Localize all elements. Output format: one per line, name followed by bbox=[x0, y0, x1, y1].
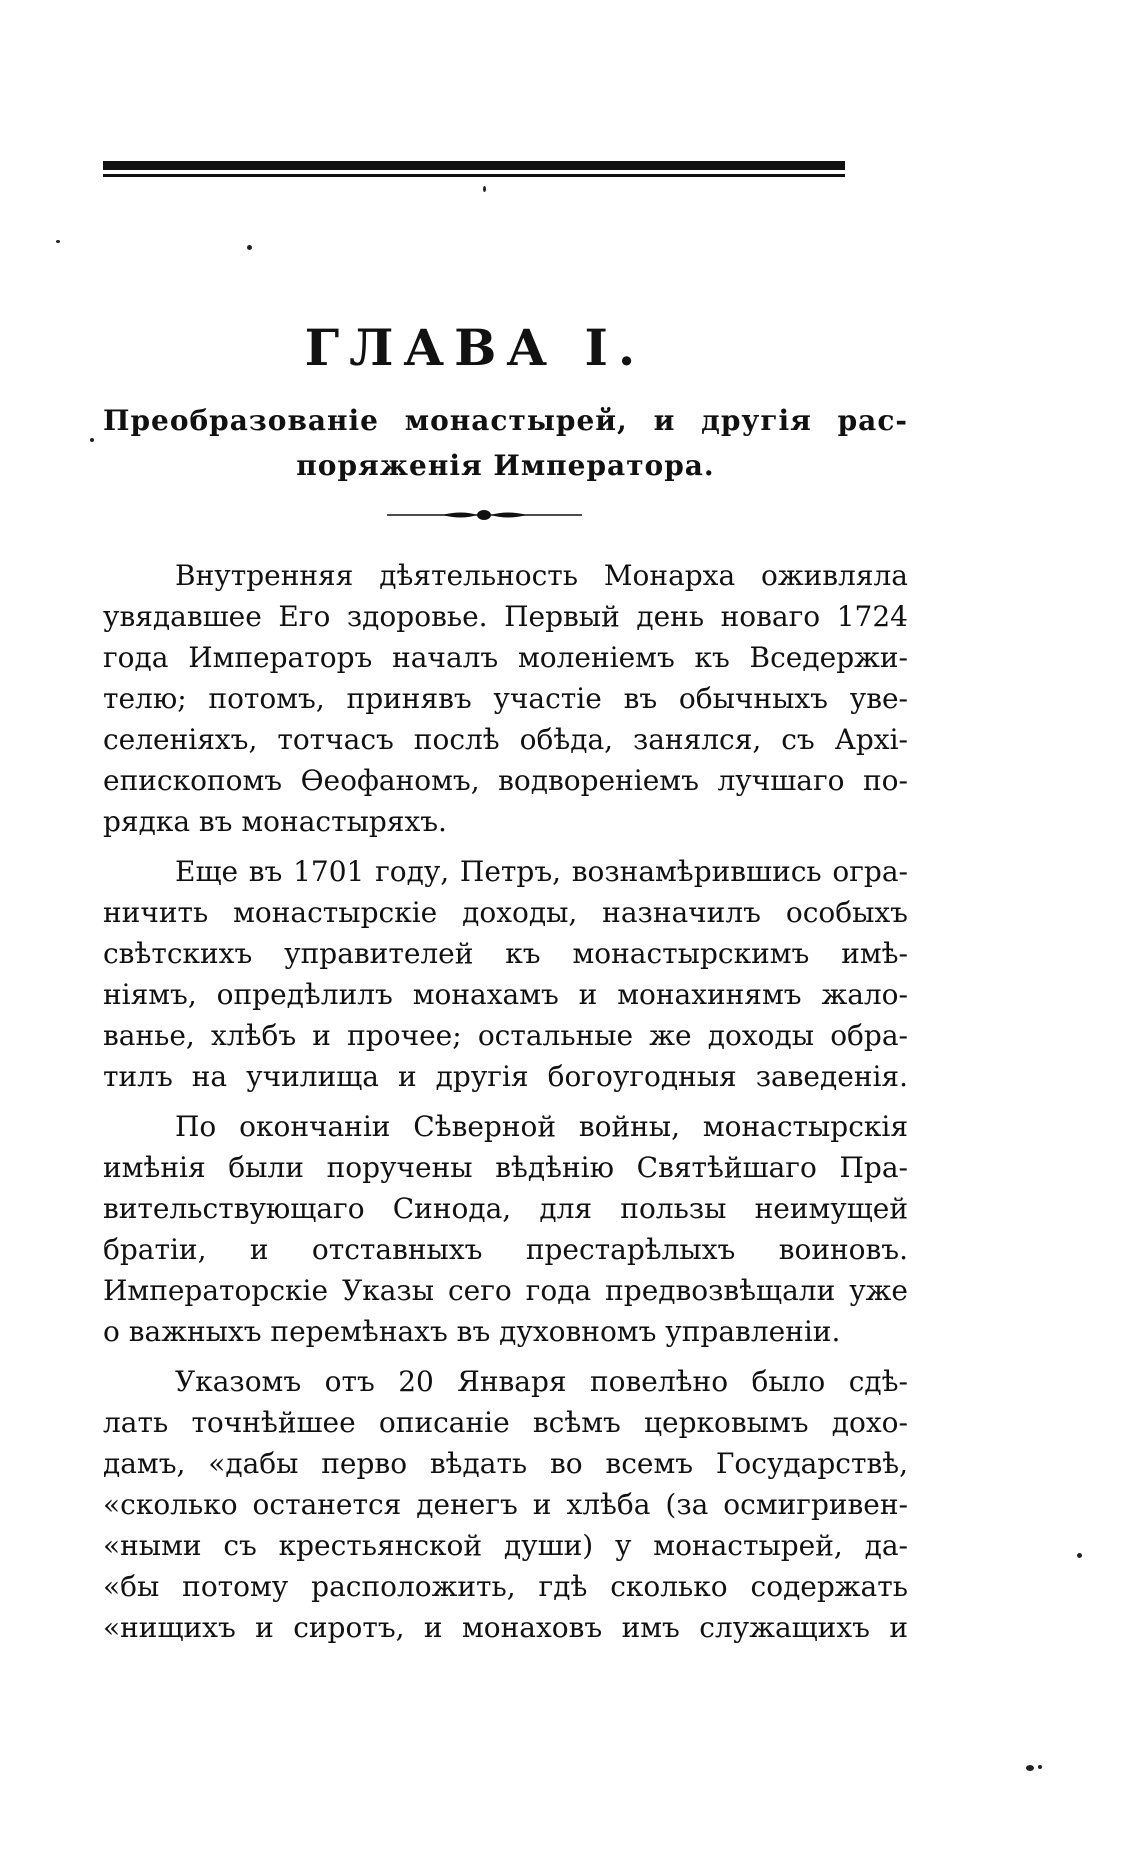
top-double-rule bbox=[103, 161, 845, 177]
paragraph bbox=[103, 1361, 908, 1648]
body-text bbox=[103, 555, 908, 1657]
text-line: тилъ на училища и другія богоугодныя заведенія. bbox=[103, 1060, 908, 1093]
speck-mark bbox=[1026, 1765, 1034, 1771]
text-line: Указомъ отъ 20 Января повелѣно было сдѣ- bbox=[175, 1365, 908, 1398]
chapter-subtitle bbox=[103, 398, 908, 488]
speck-mark bbox=[90, 438, 94, 442]
paragraph bbox=[103, 851, 908, 1097]
text-line: «ными съ крестьянской души) у монастырей, да- bbox=[103, 1529, 908, 1562]
subtitle-line: Преобразованіе монастырей, и другія рас- bbox=[103, 404, 908, 437]
text-line: Императорскіе Указы сего года предвозвѣщали уже bbox=[103, 1274, 908, 1307]
text-line: свѣтскихъ управителей къ монастырскимъ имѣ- bbox=[103, 937, 908, 970]
speck-mark bbox=[56, 240, 60, 243]
speck-mark bbox=[247, 245, 252, 250]
paragraph bbox=[103, 1106, 908, 1352]
subtitle-line: поряженія Императора. bbox=[296, 449, 715, 482]
text-line: братіи, и отставныхъ престарѣлыхъ воиновъ. bbox=[103, 1233, 908, 1266]
text-line: ванье, хлѣбъ и прочее; остальные же доходы обра- bbox=[103, 1019, 908, 1052]
text-line: имѣнія были поручены вѣдѣнію Святѣйшаго Пра- bbox=[103, 1151, 908, 1184]
text-line: «сколько останется денегъ и хлѣба (за осмигривен- bbox=[103, 1488, 908, 1521]
text-line: увядавшее Его здоровье. Первый день новаго 1724 bbox=[103, 600, 908, 633]
text-line: «бы потому расположить, гдѣ сколько содержать bbox=[103, 1570, 908, 1603]
speck-mark bbox=[483, 186, 486, 192]
text-line: селеніяхъ, тотчасъ послѣ обѣда, занялся, съ Архі- bbox=[103, 723, 908, 756]
text-line: «нищихъ и сиротъ, и монаховъ имъ служащихъ и bbox=[103, 1611, 908, 1644]
text-line: рядка въ монастыряхъ. bbox=[103, 805, 447, 838]
text-line: Еще въ 1701 году, Петръ, вознамѣрившись огра- bbox=[175, 855, 908, 888]
text-line: По окончаніи Сѣверной войны, монастырскія bbox=[175, 1110, 908, 1143]
paragraph bbox=[103, 555, 908, 842]
text-line: ніямъ, опредѣлилъ монахамъ и монахинямъ жало- bbox=[103, 978, 908, 1011]
text-line: года Императоръ началъ моленіемъ къ Вседержи- bbox=[103, 641, 908, 674]
chapter-title: ГЛАВА I. bbox=[304, 318, 646, 377]
text-line: Внутренняя дѣятельность Монарха оживляла bbox=[175, 559, 908, 592]
text-line: телю; потомъ, принявъ участіе въ обычныхъ уве- bbox=[103, 682, 908, 715]
text-line: вительствующаго Синода, для пользы неимущей bbox=[103, 1192, 908, 1225]
text-line: епископомъ Ѳеофаномъ, водвореніемъ лучшаго по- bbox=[103, 764, 908, 797]
text-line: дамъ, «дабы перво вѣдать во всемъ Государствѣ, bbox=[103, 1447, 908, 1480]
speck-mark bbox=[1077, 1553, 1082, 1558]
text-line: лать точнѣйшее описаніе всѣмъ церковымъ дохо- bbox=[103, 1406, 908, 1439]
ornament-divider bbox=[387, 509, 582, 521]
text-line: ничить монастырскіе доходы, назначилъ особыхъ bbox=[103, 896, 908, 929]
text-line: о важныхъ перемѣнахъ въ духовномъ управленіи. bbox=[103, 1315, 841, 1348]
speck-mark bbox=[1038, 1765, 1042, 1769]
